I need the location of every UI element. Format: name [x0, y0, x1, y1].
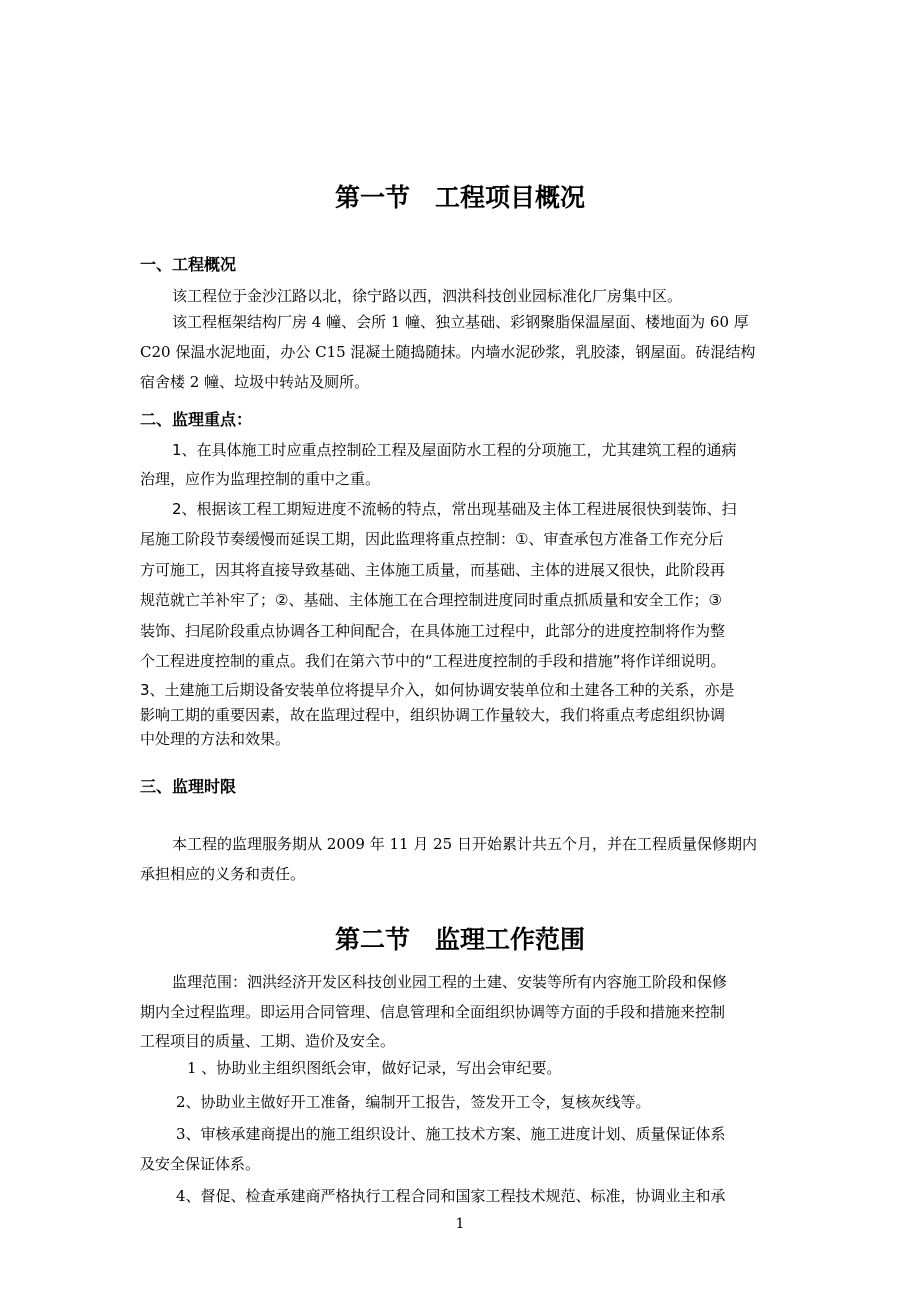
heading-overview: 一、工程概况	[140, 255, 237, 274]
scope-line: 2、协助业主做好开工准备，编制开工报告，签发开工令，复核灰线等。	[176, 1093, 651, 1111]
period-line: 本工程的监理服务期从 2009 年 11 月 25 日开始累计共五个月，并在工程质量保修期内	[172, 835, 757, 853]
key-point-line: 中处理的方法和效果。	[140, 730, 291, 748]
scope-line: 工程项目的质量、工期、造价及安全。	[140, 1032, 396, 1050]
period-line: 承担相应的义务和责任。	[140, 865, 306, 883]
scope-line: 及安全保证体系。	[140, 1155, 261, 1173]
key-point-line: 2、根据该工程工期短进度不流畅的特点，常出现基础及主体工程进展很快到装饰、扫	[172, 500, 737, 518]
overview-line: C20 保温水泥地面，办公 C15 混凝土随捣随抹。内墙水泥砂浆，乳胶漆，钢屋面。砖混结构	[140, 343, 756, 361]
overview-line: 该工程框架结构厂房 4 幢、会所 1 幢、独立基础、彩钢聚脂保温屋面、楼地面为 60 厚	[172, 313, 749, 331]
scope-line: 3、审核承建商提出的施工组织设计、施工技术方案、施工进度计划、质量保证体系	[176, 1125, 726, 1143]
heading-period: 三、监理时限	[140, 777, 237, 796]
scope-line: 期内全过程监理。即运用合同管理、信息管理和全面组织协调等方面的手段和措施来控制	[140, 1003, 726, 1021]
key-point-line: 治理，应作为监理控制的重中之重。	[140, 470, 381, 488]
overview-line: 该工程位于金沙江路以北，徐宁路以西，泗洪科技创业园标准化厂房集中区。	[172, 287, 683, 305]
key-point-line: 个工程进度控制的重点。我们在第六节中的“工程进度控制的手段和措施”将作详细说明。	[140, 652, 726, 670]
section2-title: 第二节 监理工作范围	[334, 925, 585, 954]
key-point-line: 3、土建施工后期设备安装单位将提早介入，如何协调安装单位和土建各工种的关系，亦是	[140, 681, 735, 699]
key-point-line: 尾施工阶段节奏缓慢而延误工期，因此监理将重点控制：①、审查承包方准备工作充分后	[140, 530, 724, 548]
section1-title: 第一节 工程项目概况	[334, 183, 585, 212]
key-point-line: 装饰、扫尾阶段重点协调各工种间配合，在具体施工过程中，此部分的进度控制将作为整	[140, 622, 726, 640]
key-point-line: 1、在具体施工时应重点控制砼工程及屋面防水工程的分项施工，尤其建筑工程的通病	[172, 441, 737, 459]
scope-line: 1 、协助业主组织图纸会审，做好记录，写出会审纪要。	[187, 1059, 562, 1077]
heading-key-points: 二、监理重点：	[140, 410, 253, 429]
overview-line: 宿舍楼 2 幢、垃圾中转站及厕所。	[140, 373, 370, 391]
key-point-line: 方可施工，因其将直接导致基础、主体施工质量，而基础、主体的进展又很快，此阶段再	[140, 561, 726, 579]
key-point-line: 影响工期的重要因素，故在监理过程中，组织协调工作量较大，我们将重点考虑组织协调	[140, 706, 726, 724]
scope-line: 监理范围：泗洪经济开发区科技创业园工程的土建、安装等所有内容施工阶段和保修	[172, 973, 728, 991]
page-number: 1	[455, 1216, 465, 1232]
scope-line: 4、督促、检查承建商严格执行工程合同和国家工程技术规范、标准，协调业主和承	[176, 1187, 726, 1205]
key-point-line: 规范就亡羊补牢了；②、基础、主体施工在合理控制进度同时重点抓质量和安全工作；③	[140, 591, 722, 609]
